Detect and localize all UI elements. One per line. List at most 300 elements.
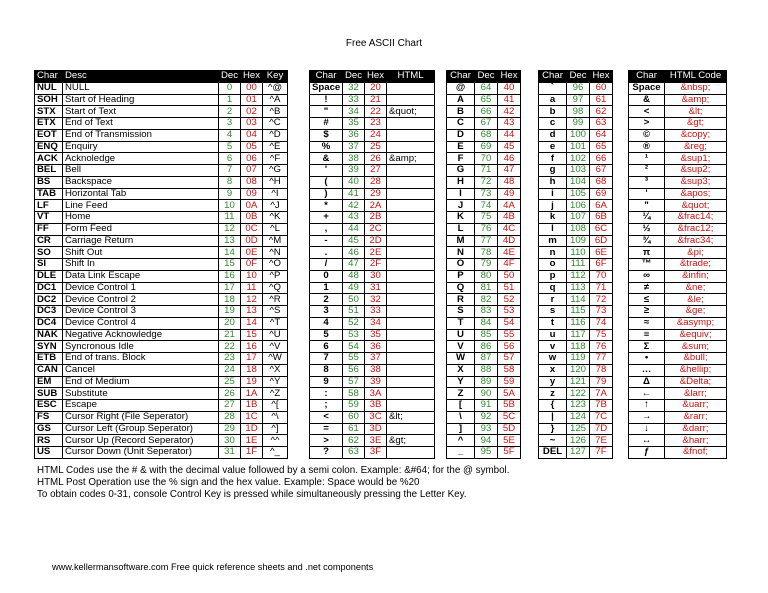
table-cell: 48 — [498, 176, 521, 188]
table-cell: g — [539, 165, 567, 177]
table-row — [35, 306, 288, 318]
table-row — [35, 423, 288, 435]
table-cell: 61 — [343, 423, 365, 435]
table-cell: ^[ — [263, 400, 288, 412]
table-cell: 39 — [365, 376, 387, 388]
table-cell: 28 — [365, 176, 387, 188]
table-cell: 79 — [590, 376, 613, 388]
table-row — [447, 294, 521, 306]
table-row — [629, 247, 727, 259]
table-row — [35, 364, 288, 376]
table-cell: 91 — [475, 400, 498, 412]
table-cell: 75 — [475, 212, 498, 224]
table-cell: 3 — [219, 118, 241, 130]
table-cell: 4C — [498, 223, 521, 235]
table-row — [447, 176, 521, 188]
table-cell: 11 — [241, 282, 263, 294]
table-row — [35, 94, 288, 106]
table-cell: , — [310, 223, 343, 235]
table-cell: TAB — [35, 188, 63, 200]
table-cell: 09 — [241, 188, 263, 200]
table-cell: 56 — [498, 341, 521, 353]
table-cell — [387, 141, 435, 153]
table-cell: 64 — [475, 82, 498, 94]
table-cell: 69 — [475, 141, 498, 153]
table-cell: = — [310, 423, 343, 435]
table-cell: # — [310, 118, 343, 130]
table-row — [539, 447, 613, 459]
table-cell: 01 — [241, 94, 263, 106]
table-cell: 119 — [567, 353, 590, 365]
table-cell: 44 — [498, 129, 521, 141]
table-cell: 0D — [241, 235, 263, 247]
table-row — [310, 223, 435, 235]
table-cell: 3A — [365, 388, 387, 400]
table-cell: & — [629, 94, 665, 106]
table-cell: 82 — [475, 294, 498, 306]
table-cell: 28 — [219, 411, 241, 423]
table-cell: @ — [447, 82, 475, 94]
table-row — [539, 82, 613, 94]
table-cell: ^Z — [263, 388, 288, 400]
table-cell: 103 — [567, 165, 590, 177]
table-cell: 85 — [475, 329, 498, 341]
table-cell: H — [447, 176, 475, 188]
table-cell: 83 — [475, 306, 498, 318]
table-cell: 08 — [241, 176, 263, 188]
table-cell: 6F — [590, 259, 613, 271]
table-cell: + — [310, 212, 343, 224]
table-row — [539, 317, 613, 329]
table-row — [539, 400, 613, 412]
table-cell: &darr; — [665, 423, 727, 435]
column-header: HTML — [387, 71, 435, 83]
table-cell: a — [539, 94, 567, 106]
table-cell: Cancel — [63, 364, 219, 376]
table-cell: Device Control 2 — [63, 294, 219, 306]
table-cell: 9 — [310, 376, 343, 388]
table-cell: π — [629, 247, 665, 259]
table-cell: 58 — [498, 364, 521, 376]
table-cell: 1B — [241, 400, 263, 412]
table-cell: 116 — [567, 317, 590, 329]
table-row — [539, 165, 613, 177]
table-cell: Shift In — [63, 259, 219, 271]
table-cell — [387, 235, 435, 247]
table-cell: " — [310, 106, 343, 118]
table-row — [629, 317, 727, 329]
table-cell: 25 — [219, 376, 241, 388]
table-row — [539, 294, 613, 306]
table-cell: 77 — [590, 353, 613, 365]
table-cell: 7F — [590, 447, 613, 459]
column-header: Hex — [241, 71, 263, 83]
table-header-row — [539, 71, 613, 83]
table-cell: 46 — [498, 153, 521, 165]
column-header: Char — [629, 71, 665, 83]
table-cell: &nbsp; — [665, 82, 727, 94]
table-row — [629, 306, 727, 318]
table-cell: ² — [629, 165, 665, 177]
table-row — [310, 447, 435, 459]
table-cell: 6 — [219, 153, 241, 165]
table-cell — [387, 129, 435, 141]
table-cell: 100 — [567, 129, 590, 141]
table-cell: End of trans. Block — [63, 353, 219, 365]
table-cell: 3B — [365, 400, 387, 412]
table-row — [539, 247, 613, 259]
table-row — [447, 435, 521, 447]
table-cell: 30 — [219, 435, 241, 447]
table-cell: 7D — [590, 423, 613, 435]
table-cell: e — [539, 141, 567, 153]
column-header: Dec — [343, 71, 365, 83]
table-row — [539, 235, 613, 247]
table-cell — [387, 317, 435, 329]
table-row — [310, 176, 435, 188]
table-row — [539, 329, 613, 341]
table-row — [539, 118, 613, 130]
table-cell: | — [539, 411, 567, 423]
table-row — [310, 188, 435, 200]
table-cell: 54 — [498, 317, 521, 329]
table-cell: 2A — [365, 200, 387, 212]
table-cell: 53 — [498, 306, 521, 318]
table-cell: ESC — [35, 400, 63, 412]
table-cell: ) — [310, 188, 343, 200]
table-cell — [387, 200, 435, 212]
table-row — [539, 364, 613, 376]
table-cell: ^U — [263, 329, 288, 341]
table-row — [629, 400, 727, 412]
table-row — [629, 376, 727, 388]
table-row — [310, 341, 435, 353]
table-cell — [387, 423, 435, 435]
table-cell: C — [447, 118, 475, 130]
table-cell: 19 — [219, 306, 241, 318]
table-cell: ^W — [263, 353, 288, 365]
table-cell — [387, 176, 435, 188]
table-row — [539, 212, 613, 224]
table-cell: 1 — [310, 282, 343, 294]
table-row — [629, 176, 727, 188]
table-cell: 5D — [498, 423, 521, 435]
table-cell: … — [629, 364, 665, 376]
table-row — [35, 176, 288, 188]
table-cell: EM — [35, 376, 63, 388]
table-cell: DC2 — [35, 294, 63, 306]
table-cell — [387, 329, 435, 341]
table-row — [629, 388, 727, 400]
table-row — [310, 153, 435, 165]
table-cell: ^@ — [263, 82, 288, 94]
table-row — [447, 411, 521, 423]
table-cell: 27 — [219, 400, 241, 412]
table-cell: 115 — [567, 306, 590, 318]
table-cell: v — [539, 341, 567, 353]
table-cell: 7A — [590, 388, 613, 400]
table-row — [447, 270, 521, 282]
table-cell: &quot; — [665, 200, 727, 212]
table-row — [447, 212, 521, 224]
table-cell: ^V — [263, 341, 288, 353]
table-cell: 105 — [567, 188, 590, 200]
table-cell: ¾ — [629, 235, 665, 247]
table-cell: 21 — [365, 94, 387, 106]
table-cell — [387, 270, 435, 282]
table-cell: ³ — [629, 176, 665, 188]
table-cell: 60 — [590, 82, 613, 94]
table-cell: &harr; — [665, 435, 727, 447]
table-cell: 37 — [343, 141, 365, 153]
table-cell: &sum; — [665, 341, 727, 353]
table-cell: p — [539, 270, 567, 282]
table-cell: 64 — [590, 129, 613, 141]
table-cell: 112 — [567, 270, 590, 282]
table-row — [447, 235, 521, 247]
table-cell: &sup2; — [665, 165, 727, 177]
table-row — [539, 106, 613, 118]
table-row — [447, 223, 521, 235]
table-cell: 25 — [365, 141, 387, 153]
table-cell: &ne; — [665, 282, 727, 294]
table-cell: 12 — [219, 223, 241, 235]
table-cell: 37 — [365, 353, 387, 365]
table-row — [629, 235, 727, 247]
table-cell: 76 — [475, 223, 498, 235]
column-header: Desc — [63, 71, 219, 83]
table-cell: 70 — [590, 270, 613, 282]
table-cell: G — [447, 165, 475, 177]
table-cell: 106 — [567, 200, 590, 212]
table-cell: EOT — [35, 129, 63, 141]
table-cell: L — [447, 223, 475, 235]
table-cell: Home — [63, 212, 219, 224]
table-cell: 74 — [475, 200, 498, 212]
table-cell: Shift Out — [63, 247, 219, 259]
table-cell: f — [539, 153, 567, 165]
table-row — [539, 423, 613, 435]
table-cell: &fnof; — [665, 447, 727, 459]
table-cell: 3F — [365, 447, 387, 459]
table-cell: Carriage Return — [63, 235, 219, 247]
table-cell: 2B — [365, 212, 387, 224]
table-cell: } — [539, 423, 567, 435]
table-cell: → — [629, 411, 665, 423]
table-cell: 2 — [310, 294, 343, 306]
table-row — [629, 447, 727, 459]
table-cell: K — [447, 212, 475, 224]
table-cell: Cursor Down (Unit Seperator) — [63, 447, 219, 459]
table-cell: 87 — [475, 353, 498, 365]
table-cell: 121 — [567, 376, 590, 388]
table-cell: $ — [310, 129, 343, 141]
table-cell: ≥ — [629, 306, 665, 318]
table-cell: 73 — [475, 188, 498, 200]
table-row — [447, 153, 521, 165]
table-row — [35, 341, 288, 353]
table-cell: - — [310, 235, 343, 247]
table-cell: 6A — [590, 200, 613, 212]
table-row — [629, 411, 727, 423]
table-cell: 5B — [498, 400, 521, 412]
table-cell: 50 — [498, 270, 521, 282]
table-cell: &le; — [665, 294, 727, 306]
table-cell: 6 — [310, 341, 343, 353]
table-cell: 5A — [498, 388, 521, 400]
table-cell: ^\ — [263, 411, 288, 423]
table-cell: 36 — [343, 129, 365, 141]
table-row — [310, 317, 435, 329]
table-row — [447, 200, 521, 212]
table-cell: s — [539, 306, 567, 318]
table-cell: 22 — [365, 106, 387, 118]
table-cell: CAN — [35, 364, 63, 376]
table-cell: Bell — [63, 165, 219, 177]
column-header: Char — [539, 71, 567, 83]
table-cell: 107 — [567, 212, 590, 224]
table-cell: 78 — [475, 247, 498, 259]
table-cell: Acknoledge — [63, 153, 219, 165]
note-html-codes: HTML Codes use the # & with the decimal value followed by a semi colon. Example: &#64; for the @ symbol. — [37, 465, 510, 476]
table-row — [310, 329, 435, 341]
table-row — [310, 212, 435, 224]
table-cell: ^P — [263, 270, 288, 282]
table-cell: > — [629, 118, 665, 130]
table-cell: &uarr; — [665, 400, 727, 412]
table-cell: DC3 — [35, 306, 63, 318]
table-row — [310, 353, 435, 365]
table-cell: SYN — [35, 341, 63, 353]
table-cell: 4 — [310, 317, 343, 329]
table-cell: 127 — [567, 447, 590, 459]
table-cell: 20 — [365, 82, 387, 94]
table-cell: DC4 — [35, 317, 63, 329]
table-cell: Negative Acknowledge — [63, 329, 219, 341]
table-cell: Data Link Escape — [63, 270, 219, 282]
table-cell: Start of Text — [63, 106, 219, 118]
table-cell: 49 — [498, 188, 521, 200]
table-row — [539, 188, 613, 200]
table-cell: l — [539, 223, 567, 235]
table-cell — [387, 364, 435, 376]
table-cell: _ — [447, 447, 475, 459]
table-cell: x — [539, 364, 567, 376]
table-cell — [387, 376, 435, 388]
table-row — [539, 341, 613, 353]
table-cell: 45 — [498, 141, 521, 153]
table-cell: End of Transmission — [63, 129, 219, 141]
table-cell: ↔ — [629, 435, 665, 447]
note-post-operation: HTML Post Operation use the % sign and the hex value. Example: Space would be %20 — [37, 477, 420, 488]
table-row — [447, 447, 521, 459]
table-row — [629, 118, 727, 130]
table-row — [35, 188, 288, 200]
table-cell: 4B — [498, 212, 521, 224]
table-row — [447, 364, 521, 376]
table-cell: 8 — [310, 364, 343, 376]
table-cell: &ge; — [665, 306, 727, 318]
table-cell: ; — [310, 400, 343, 412]
table-cell: z — [539, 388, 567, 400]
table-cell: &frac14; — [665, 212, 727, 224]
table-row — [539, 270, 613, 282]
table-cell: 15 — [241, 329, 263, 341]
table-cell: Backspace — [63, 176, 219, 188]
table-cell: 35 — [365, 329, 387, 341]
table-cell: &rarr; — [665, 411, 727, 423]
table-cell: ACK — [35, 153, 63, 165]
table-cell: 20 — [219, 317, 241, 329]
table-row — [310, 259, 435, 271]
table-cell: 10 — [241, 270, 263, 282]
table-row — [310, 247, 435, 259]
table-cell: 33 — [343, 94, 365, 106]
table-cell: 41 — [498, 94, 521, 106]
table-cell: Start of Heading — [63, 94, 219, 106]
uppercase-table — [446, 70, 521, 459]
table-cell: 57 — [498, 353, 521, 365]
table-cell: ^S — [263, 306, 288, 318]
table-cell: 69 — [590, 188, 613, 200]
table-cell: 29 — [219, 423, 241, 435]
table-cell: 92 — [475, 411, 498, 423]
table-cell: 86 — [475, 341, 498, 353]
table-cell: ƒ — [629, 447, 665, 459]
table-cell: 79 — [475, 259, 498, 271]
table-cell: 7C — [590, 411, 613, 423]
table-row — [310, 282, 435, 294]
table-row — [629, 364, 727, 376]
table-cell: 96 — [567, 82, 590, 94]
table-cell: 26 — [365, 153, 387, 165]
table-cell: S — [447, 306, 475, 318]
table-cell: P — [447, 270, 475, 282]
table-cell: 113 — [567, 282, 590, 294]
table-cell: 40 — [498, 82, 521, 94]
table-cell: ? — [310, 447, 343, 459]
table-cell: ← — [629, 388, 665, 400]
table-cell: Space — [629, 82, 665, 94]
table-cell: Σ — [629, 341, 665, 353]
table-cell: Q — [447, 282, 475, 294]
table-cell: 34 — [343, 106, 365, 118]
table-header-row — [310, 71, 435, 83]
table-cell: o — [539, 259, 567, 271]
table-cell: 90 — [475, 388, 498, 400]
table-row — [35, 388, 288, 400]
table-cell: LF — [35, 200, 63, 212]
table-row — [447, 282, 521, 294]
table-cell: 18 — [241, 364, 263, 376]
table-cell: 32 — [365, 294, 387, 306]
table-cell: ^A — [263, 94, 288, 106]
table-cell: 24 — [365, 129, 387, 141]
table-cell — [387, 388, 435, 400]
table-row — [310, 165, 435, 177]
table-cell: &bull; — [665, 353, 727, 365]
control-codes-table — [34, 70, 288, 459]
table-row — [629, 223, 727, 235]
table-cell: Syncronous Idle — [63, 341, 219, 353]
table-row — [35, 129, 288, 141]
table-cell: 66 — [590, 153, 613, 165]
table-cell: 125 — [567, 423, 590, 435]
table-cell: ENQ — [35, 141, 63, 153]
table-row — [629, 188, 727, 200]
table-cell — [387, 188, 435, 200]
table-cell: ^ — [447, 435, 475, 447]
